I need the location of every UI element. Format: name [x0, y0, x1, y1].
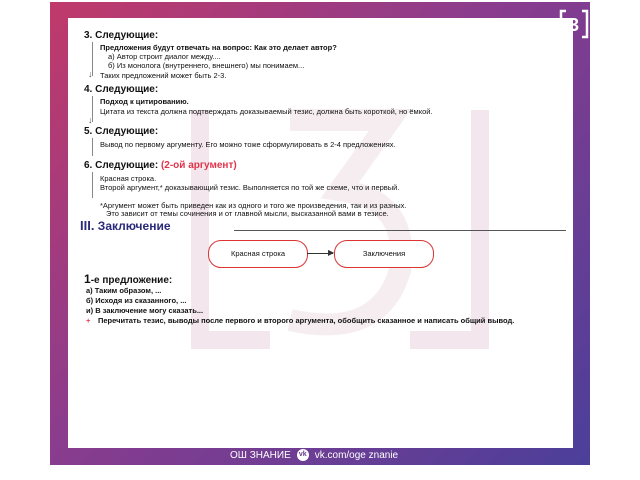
plus-icon: +	[86, 316, 91, 325]
vk-icon: vk	[297, 449, 309, 461]
svg-text:3: 3	[568, 15, 580, 35]
step4-line-1: Подход к цитированию.	[100, 97, 189, 106]
step6-line-1: Красная строка.	[100, 174, 157, 183]
section-rule	[234, 230, 566, 231]
step5-bracket	[92, 138, 93, 156]
step6-highlight: (2-ой аргумент)	[160, 160, 237, 171]
step6-heading-text: 6. Следующие:	[84, 160, 159, 171]
section-name: Заключение	[97, 219, 171, 233]
first-sentence-item-a: а) Таким образом, ...	[86, 286, 162, 295]
slide-card	[68, 18, 573, 448]
step4-arrow-icon: ↓	[88, 115, 93, 125]
first-sentence-item-c: и) В заключение могу сказать...	[86, 306, 204, 315]
footer-brand: ОШ ЗНАНИЕ	[230, 449, 291, 461]
first-sentence-heading	[84, 272, 172, 286]
step3-arrow-icon: ↓	[88, 69, 93, 79]
step6-bracket	[92, 172, 93, 198]
first-sentence-final: Перечитать тезис, выводы после первого и второго аргумента, обобщить сказанное и написать общий вывод.	[98, 316, 515, 325]
step6-line-2: Второй аргумент,* доказывающий тезис. Выполняется по той же схеме, что и первый.	[100, 183, 400, 192]
step4-line-2: Цитата из текста должна подтверждать доказываемый тезис, должна быть короткой, но ёмкой.	[100, 107, 433, 116]
step3-line-4: Таких предложений может быть 2-3.	[100, 71, 227, 80]
section-title	[80, 218, 171, 233]
flow-box-conclusion: Заключения	[334, 240, 434, 268]
first-sentence-heading-text: -е предложение:	[90, 275, 173, 286]
section-roman: III.	[80, 218, 95, 233]
step5-line-1: Вывод по первому аргументу. Его можно тоже сформулировать в 2-4 предложениях.	[100, 140, 396, 149]
step5-heading: 5. Следующие:	[84, 126, 159, 137]
first-sentence-item-b: б) Исходя из сказанного, ...	[86, 296, 187, 305]
step4-heading: 4. Следующие:	[84, 84, 159, 95]
step6-footnote-1: *Аргумент может быть приведен как из одного и того же произведения, так и из разных.	[100, 201, 407, 210]
logo-icon	[558, 8, 590, 40]
step3-line-2: а) Автор строит диалог между....	[108, 52, 221, 61]
step3-heading: 3. Следующие:	[84, 30, 159, 41]
footer-link[interactable]: vk.com/oge znanie	[314, 449, 399, 461]
step3-line-3: б) Из монолога (внутреннего, внешнего) мы понимаем...	[108, 61, 305, 70]
step6-heading	[84, 160, 237, 171]
step6-footnote-2: Это зависит от темы сочинения и от главной мысли, высказанной вами в тезисе.	[106, 209, 389, 218]
first-sentence-number: 1	[84, 272, 91, 286]
flow-arrow-icon: ▶	[328, 248, 335, 257]
flow-box-red-line: Красная строка	[208, 240, 308, 268]
footer	[230, 449, 398, 461]
step3-line-1: Предложения будут отвечать на вопрос: Как это делает автор?	[100, 43, 337, 52]
